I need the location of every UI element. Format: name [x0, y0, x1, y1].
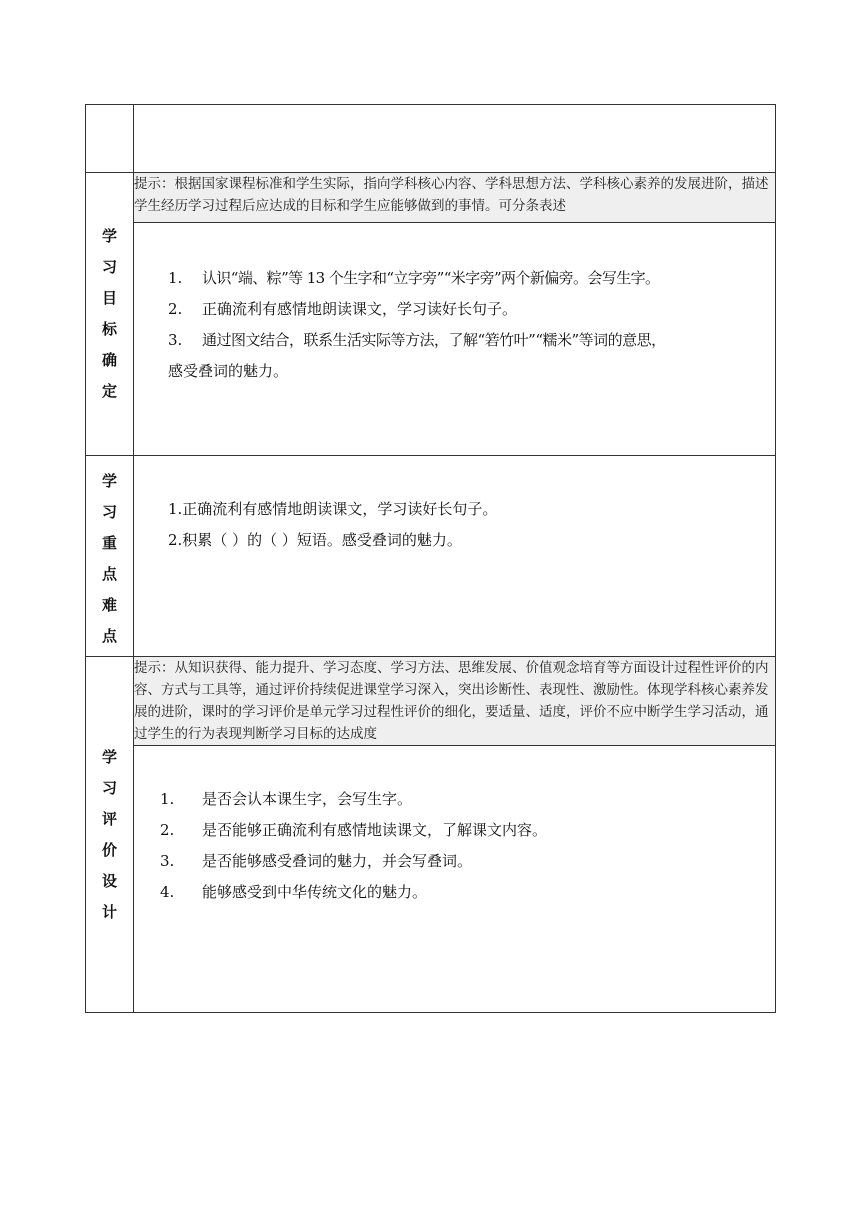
- objectives-label-cell: [86, 173, 134, 456]
- objective-item: [168, 294, 771, 325]
- key-points-label-cell: [86, 456, 134, 657]
- empty-label-cell: [86, 105, 134, 173]
- evaluation-number: 4.: [160, 883, 175, 901]
- objective-text: 通过图文结合，联系生活实际等方法，了解“箬竹叶”“糯米”等词的意思，: [202, 331, 666, 349]
- key-point-line: 1.正确流利有感情地朗读课文，学习读好长句子。: [168, 500, 498, 518]
- evaluation-number: 3.: [160, 852, 175, 870]
- evaluation-item: [160, 877, 771, 908]
- objective-number: 2.: [168, 300, 183, 318]
- evaluation-text: 是否能够感受叠词的魅力，并会写叠词。: [202, 852, 473, 870]
- objective-number: 3.: [168, 331, 183, 349]
- objectives-content: [134, 223, 776, 456]
- lesson-plan-table: [85, 104, 776, 1013]
- objectives-label: 学习目标确定: [101, 227, 117, 400]
- empty-top-row: [86, 105, 776, 173]
- objectives-content-row: [86, 223, 776, 456]
- objective-item: [168, 263, 771, 294]
- evaluation-list: [160, 784, 771, 908]
- evaluation-hint: 提示：从知识获得、能力提升、学习态度、学习方法、思维发展、价值观念培育等方面设计过程性评价的内容、方式与工具等，通过评价持续促进课堂学习深入，突出诊断性、表现性、激励性。体现学科核心素养发展的进阶，课时的学习评价是单元学习过程性评价的细化，要适量、适度，评价不应中断学生学习活动，通过学生的行为表现判断学习目标的达成度: [134, 657, 776, 746]
- objective-text: 认识“端、粽”等 13 个生字和“立字旁”“米字旁”两个新偏旁。会写生字。: [202, 269, 660, 287]
- evaluation-item: [160, 846, 771, 877]
- objectives-hint-row: [86, 173, 776, 223]
- evaluation-number: 1.: [160, 790, 175, 808]
- evaluation-content-row: [86, 746, 776, 1013]
- evaluation-content: [134, 746, 776, 1013]
- evaluation-text: 能够感受到中华传统文化的魅力。: [202, 883, 428, 901]
- evaluation-text: 是否能够正确流利有感情地读课文，了解课文内容。: [202, 821, 548, 839]
- evaluation-item: [160, 784, 771, 815]
- key-points-label: 学习重点难点: [101, 472, 117, 645]
- key-points-content: [134, 456, 776, 657]
- objective-continuation: 感受叠词的魅力。: [168, 362, 289, 380]
- objectives-hint: 提示：根据国家课程标准和学生实际，指向学科核心内容、学科思想方法、学科核心素养的发展进阶，描述学生经历学习过程后应达成的目标和学生应能够做到的事情。可分条表述: [134, 173, 776, 223]
- objective-number: 1.: [168, 269, 183, 287]
- evaluation-text: 是否会认本课生字，会写生字。: [202, 790, 413, 808]
- evaluation-number: 2.: [160, 821, 175, 839]
- objective-text: 正确流利有感情地朗读课文，学习读好长句子。: [202, 300, 518, 318]
- evaluation-label: 学习评价设计: [101, 747, 117, 921]
- key-points-row: [86, 456, 776, 657]
- objective-item: [168, 325, 771, 356]
- evaluation-hint-row: [86, 657, 776, 746]
- evaluation-label-cell: [86, 657, 134, 1013]
- objectives-list: [168, 263, 771, 387]
- key-point-line: 2.积累（ ）的（ ）短语。感受叠词的魅力。: [168, 531, 462, 549]
- empty-content-cell: [134, 105, 776, 173]
- evaluation-item: [160, 815, 771, 846]
